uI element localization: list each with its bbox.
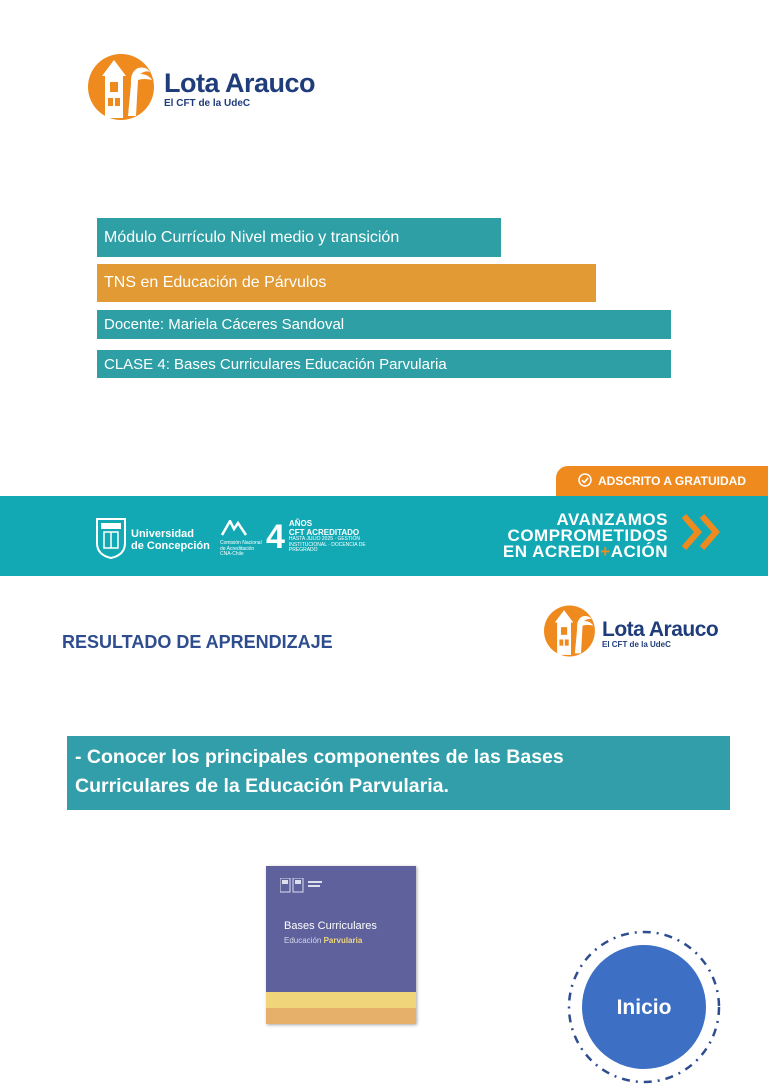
- slogan-line1: AVANZAMOS: [556, 510, 668, 529]
- career-title: TNS en Educación de Párvulos: [104, 274, 327, 291]
- logo-tagline: El CFT de la UdeC: [164, 98, 251, 109]
- years-label: CFT ACREDITADO: [288, 527, 360, 537]
- teacher-name: Docente: Mariela Cáceres Sandoval: [104, 316, 345, 333]
- cna-mark-icon: [220, 523, 248, 540]
- udec-name-line1: Universidad: [131, 527, 194, 540]
- udec-shield-icon: [95, 517, 127, 564]
- government-logo-icon: [280, 878, 326, 899]
- bases-curriculares-book-cover: [266, 866, 416, 1024]
- logo-tower-icon: [88, 52, 158, 127]
- gratuidad-tab: [556, 466, 768, 496]
- logo-tagline: El CFT de la UdeC: [602, 639, 671, 649]
- slogan-line3: EN ACREDI+ACIÓN: [502, 542, 668, 562]
- book-stripe-yellow: [266, 992, 416, 1008]
- logo-title: Lota Arauco: [602, 617, 719, 641]
- book-subtitle: Educación Parvularia: [284, 936, 363, 945]
- years-detail: HASTA JULIO 2025 · GESTIÓN INSTITUCIONAL · DOCENCIA DE PREGRADO: [288, 536, 366, 554]
- double-chevron-icon: [680, 512, 726, 557]
- check-circle-icon: [578, 473, 592, 490]
- book-title: Bases Curriculares: [284, 920, 377, 932]
- book-stripe-orange: [266, 1008, 416, 1024]
- logo-tower-icon: [544, 604, 598, 663]
- logo-title: Lota Arauco: [164, 68, 316, 98]
- goal-line2: Curriculares de la Educación Parvularia.: [75, 775, 449, 797]
- inicio-label: Inicio: [616, 996, 672, 1019]
- learning-outcome-title: RESULTADO DE APRENDIZAJE: [62, 632, 333, 652]
- gratuidad-label: ADSCRITO A GRATUIDAD: [598, 474, 746, 488]
- goal-line1: - Conocer los principales componentes de las Bases: [75, 746, 564, 768]
- lota-arauco-logo-small: [544, 604, 718, 663]
- module-bar: [97, 218, 501, 257]
- years-badge: [266, 520, 371, 554]
- module-title: Módulo Currículo Nivel medio y transición: [104, 228, 400, 246]
- slogan-line2: COMPROMETIDOS: [507, 526, 668, 546]
- lota-arauco-logo: [88, 52, 315, 127]
- career-bar: [97, 264, 596, 302]
- class-title: CLASE 4: Bases Curriculares Educación Parvularia: [104, 355, 447, 373]
- class-bar: [97, 350, 671, 378]
- slogan: [472, 512, 668, 560]
- udec-logo: [95, 517, 210, 564]
- years-number: 4: [266, 518, 285, 556]
- years-word: AÑOS: [288, 519, 313, 529]
- cna-name: Comisión Nacional de Acreditación CNA-Chile: [220, 540, 262, 557]
- inicio-button[interactable]: [582, 945, 706, 1069]
- cna-logo: [220, 520, 262, 558]
- udec-name-line2: de Concepción: [131, 539, 210, 552]
- learning-goal-box: [67, 736, 730, 810]
- teacher-bar: [97, 310, 671, 339]
